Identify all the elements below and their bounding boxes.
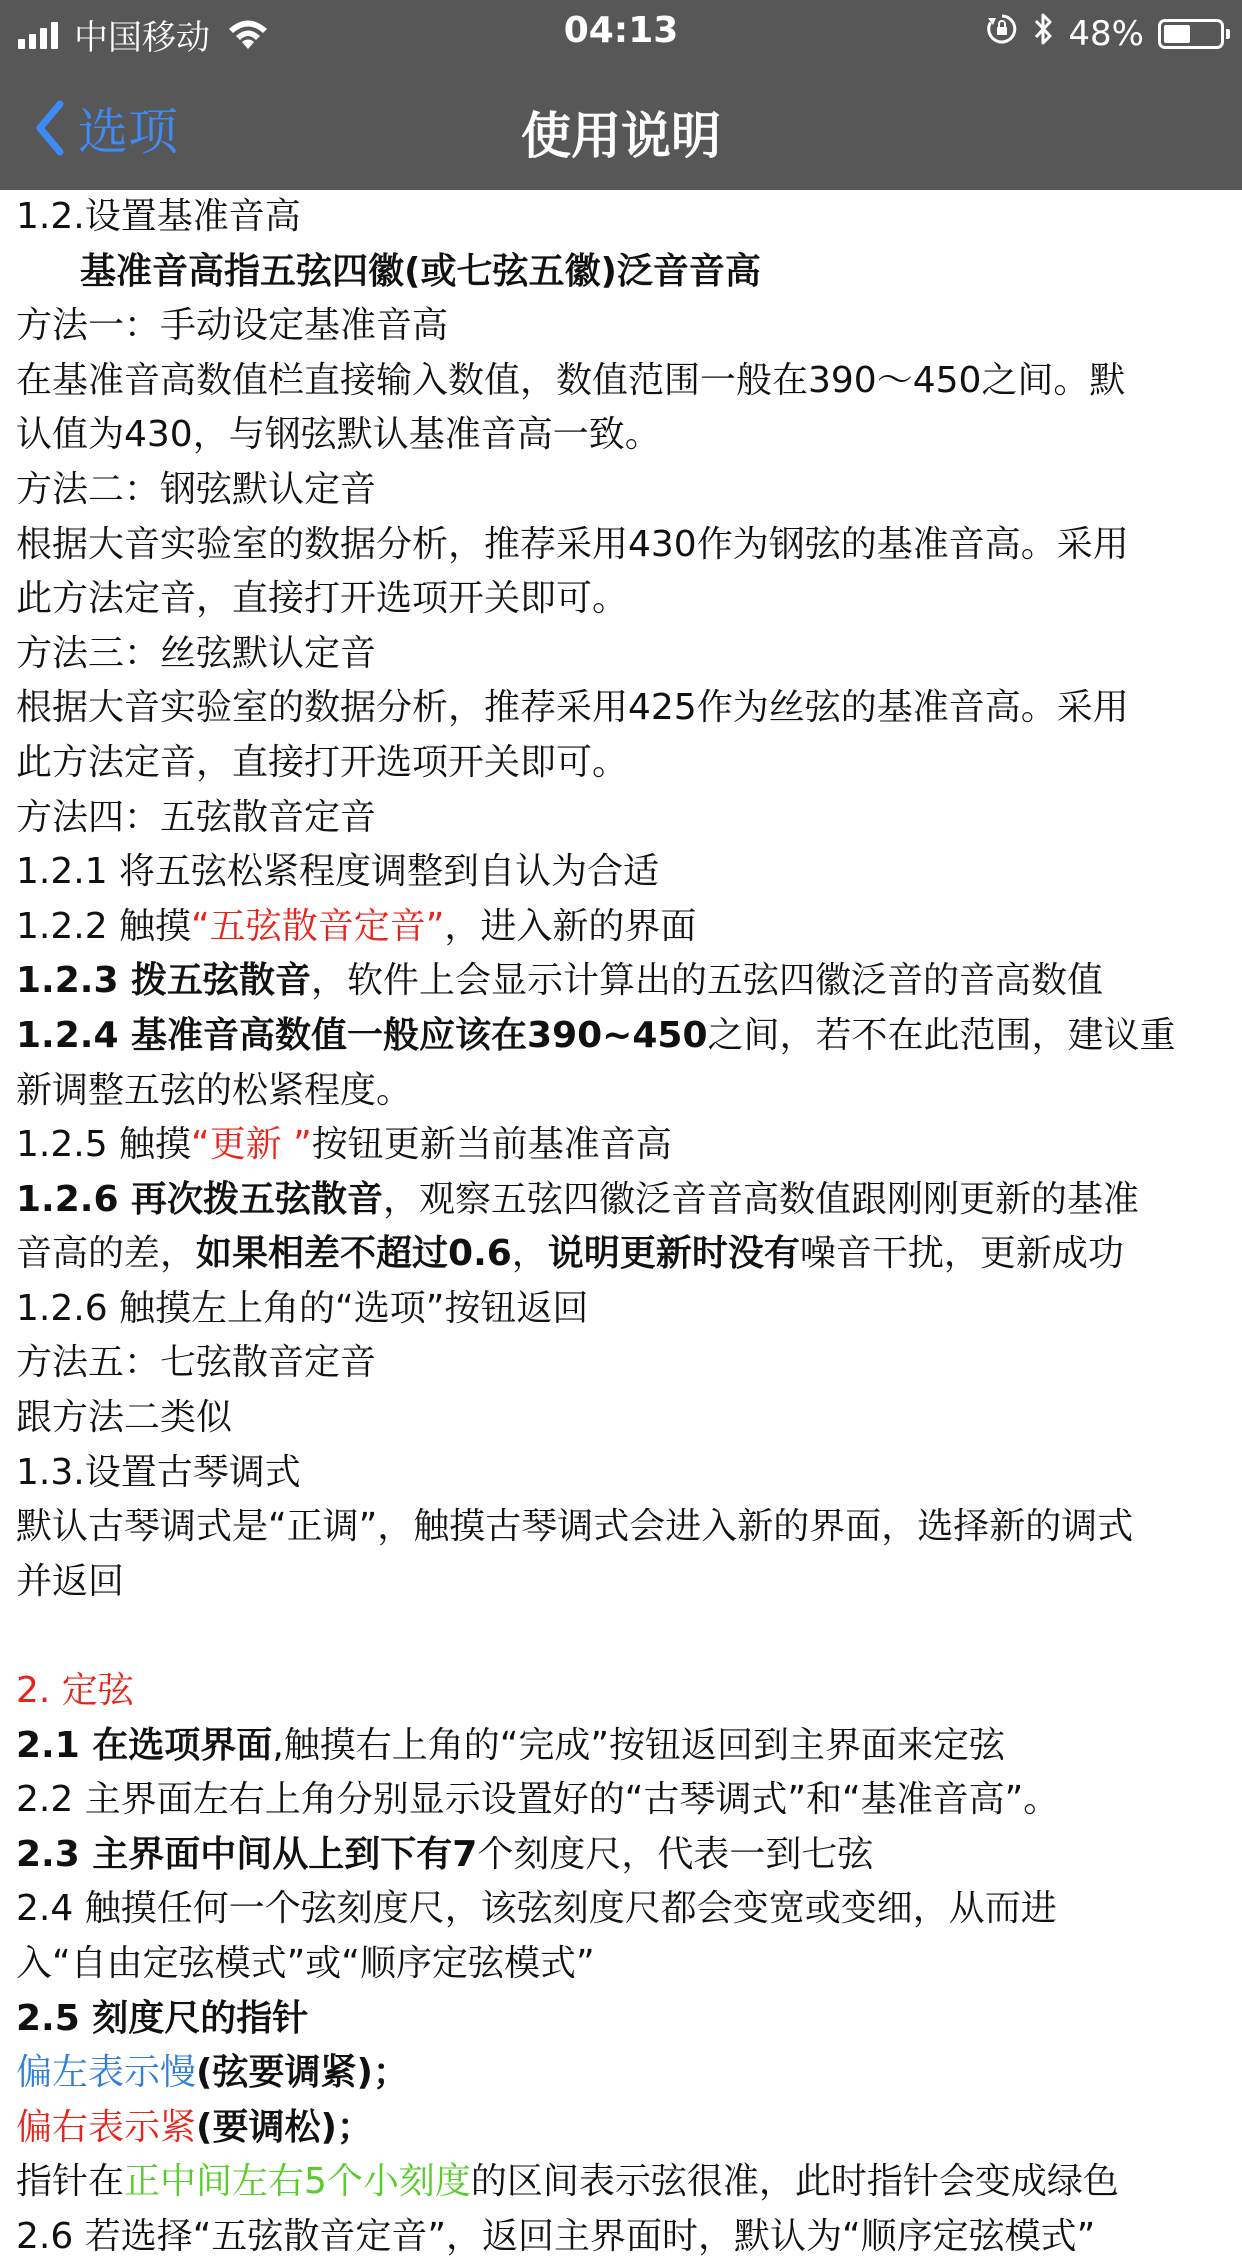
- text-line: 方法四：五弦散音定音: [16, 796, 377, 838]
- back-button-label: 选项: [78, 103, 178, 161]
- text-line: [16, 2155, 1230, 2210]
- text-line: [16, 1719, 1230, 1774]
- text-line: [16, 1173, 1230, 1228]
- text-segment-bold: 如果相差不超过0.6: [196, 1233, 512, 1275]
- instructions-content: [16, 190, 1230, 2257]
- battery-percent: 48%: [1068, 13, 1144, 54]
- text-segment: 音高的差，: [16, 1233, 197, 1275]
- text-line: 根据大音实验室的数据分析，推荐采用430作为钢弦的基准音高。采用: [16, 523, 1129, 565]
- text-line: 2.5 刻度尺的指针: [16, 1997, 309, 2039]
- navigation-bar: [0, 62, 1242, 190]
- section-heading: 2. 定弦: [16, 1670, 134, 1712]
- text-line: [16, 1009, 1230, 1064]
- text-segment-bold: 说明更新时没有: [547, 1233, 800, 1275]
- text-line: 方法一：手动设定基准音高: [16, 305, 449, 347]
- highlight-red: 偏右表示紧: [16, 2106, 197, 2148]
- text-line: 方法五：七弦散音定音: [16, 1342, 377, 1384]
- text-line: 1.2.设置基准音高: [16, 196, 301, 237]
- status-right: [972, 12, 1224, 55]
- text-segment-bold: 1.2.4 基准音高数值一般应该在390~450: [16, 1014, 708, 1056]
- battery-icon: [1158, 19, 1224, 49]
- text-segment: ，进入新的界面: [444, 905, 697, 947]
- text-line: 根据大音实验室的数据分析，推荐采用425作为丝弦的基准音高。采用: [16, 687, 1129, 729]
- carrier-label: 中国移动: [74, 18, 210, 58]
- text-line: [16, 2101, 1230, 2156]
- text-line: [16, 1828, 1230, 1883]
- text-segment: ，: [511, 1233, 548, 1275]
- text-segment: 1.2.5 触摸: [16, 1124, 192, 1166]
- text-line: 2.4 触摸任何一个弦刻度尺，该弦刻度尺都会变宽或变细，从而进: [16, 1888, 1057, 1930]
- status-bar: [0, 0, 1242, 62]
- text-line: 入“自由定弦模式”或“顺序定弦模式”: [16, 1943, 595, 1984]
- text-segment-bold: 2.1 在选项界面: [16, 1724, 273, 1766]
- text-line: 基准音高指五弦四徽(或七弦五徽)泛音音高: [80, 250, 761, 292]
- text-line: 跟方法二类似: [16, 1397, 233, 1439]
- text-line: 新调整五弦的松紧程度。: [16, 1069, 413, 1111]
- text-line: 并返回: [16, 1560, 125, 1602]
- text-segment-bold: (要调松)；: [196, 2106, 373, 2148]
- text-line: [16, 1227, 1230, 1282]
- text-line: 此方法定音，直接打开选项开关即可。: [16, 741, 629, 783]
- text-line: [16, 1118, 1230, 1173]
- text-segment: 指针在: [16, 2161, 125, 2203]
- text-line: 2.6 若选择“五弦散音定音”，返回主界面时，默认为“顺序定弦模式”: [16, 2215, 1096, 2257]
- text-line: [16, 2046, 1230, 2101]
- highlight-red: “更新 ”: [191, 1124, 312, 1166]
- page-title: 使用说明: [521, 107, 721, 165]
- text-line: 1.3.设置古琴调式: [16, 1451, 301, 1493]
- text-segment: ，观察五弦四徽泛音音高数值跟刚刚更新的基准: [383, 1178, 1140, 1220]
- text-segment: ，软件上会显示计算出的五弦四徽泛音的音高数值: [311, 960, 1104, 1002]
- text-line: 方法三：丝弦默认定音: [16, 632, 377, 674]
- status-time: 04:13: [563, 10, 679, 51]
- text-line: 认值为430，与钢弦默认基准音高一致。: [16, 414, 661, 456]
- text-segment: 之间，若不在此范围，建议重: [707, 1014, 1176, 1056]
- highlight-green: 正中间左右5个小刻度: [124, 2161, 471, 2203]
- text-line: [16, 954, 1230, 1009]
- text-line: 默认古琴调式是“正调”，触摸古琴调式会进入新的界面，选择新的调式: [16, 1506, 1134, 1548]
- text-line: 2.2 主界面左右上角分别显示设置好的“古琴调式”和“基准音高”。: [16, 1779, 1060, 1821]
- text-segment: 噪音干扰，更新成功: [799, 1233, 1124, 1275]
- highlight-blue: 偏左表示慢: [16, 2052, 197, 2094]
- text-line: 1.2.6 触摸左上角的“选项”按钮返回: [16, 1287, 589, 1329]
- text-segment: 1.2.2 触摸: [16, 905, 192, 947]
- text-line: 此方法定音，直接打开选项开关即可。: [16, 578, 629, 620]
- text-segment-bold: (弦要调紧)；: [196, 2052, 409, 2094]
- highlight-red: “五弦散音定音”: [191, 905, 445, 947]
- text-segment-bold: 2.3 主界面中间从上到下有7: [16, 1833, 478, 1875]
- text-segment-bold: 1.2.3 拨五弦散音: [16, 960, 312, 1002]
- bluetooth-icon: [1032, 12, 1054, 55]
- blank-line: [16, 1609, 1230, 1664]
- text-segment: 按钮更新当前基准音高: [311, 1124, 672, 1166]
- text-segment: 个刻度尺，代表一到七弦: [477, 1833, 874, 1875]
- rotation-lock-icon: [986, 13, 1018, 54]
- text-line: 方法二：钢弦默认定音: [16, 468, 377, 510]
- text-line: 1.2.1 将五弦松紧程度调整到自认为合适: [16, 851, 660, 893]
- text-segment-bold: 1.2.6 再次拨五弦散音: [16, 1178, 384, 1220]
- text-segment: 的区间表示弦很准，此时指针会变成绿色: [470, 2161, 1119, 2203]
- text-line: [16, 900, 1230, 955]
- text-segment: ,触摸右上角的“完成”按钮返回到主界面来定弦: [272, 1724, 1006, 1766]
- text-line: 在基准音高数值栏直接输入数值，数值范围一般在390～450之间。默: [16, 359, 1126, 401]
